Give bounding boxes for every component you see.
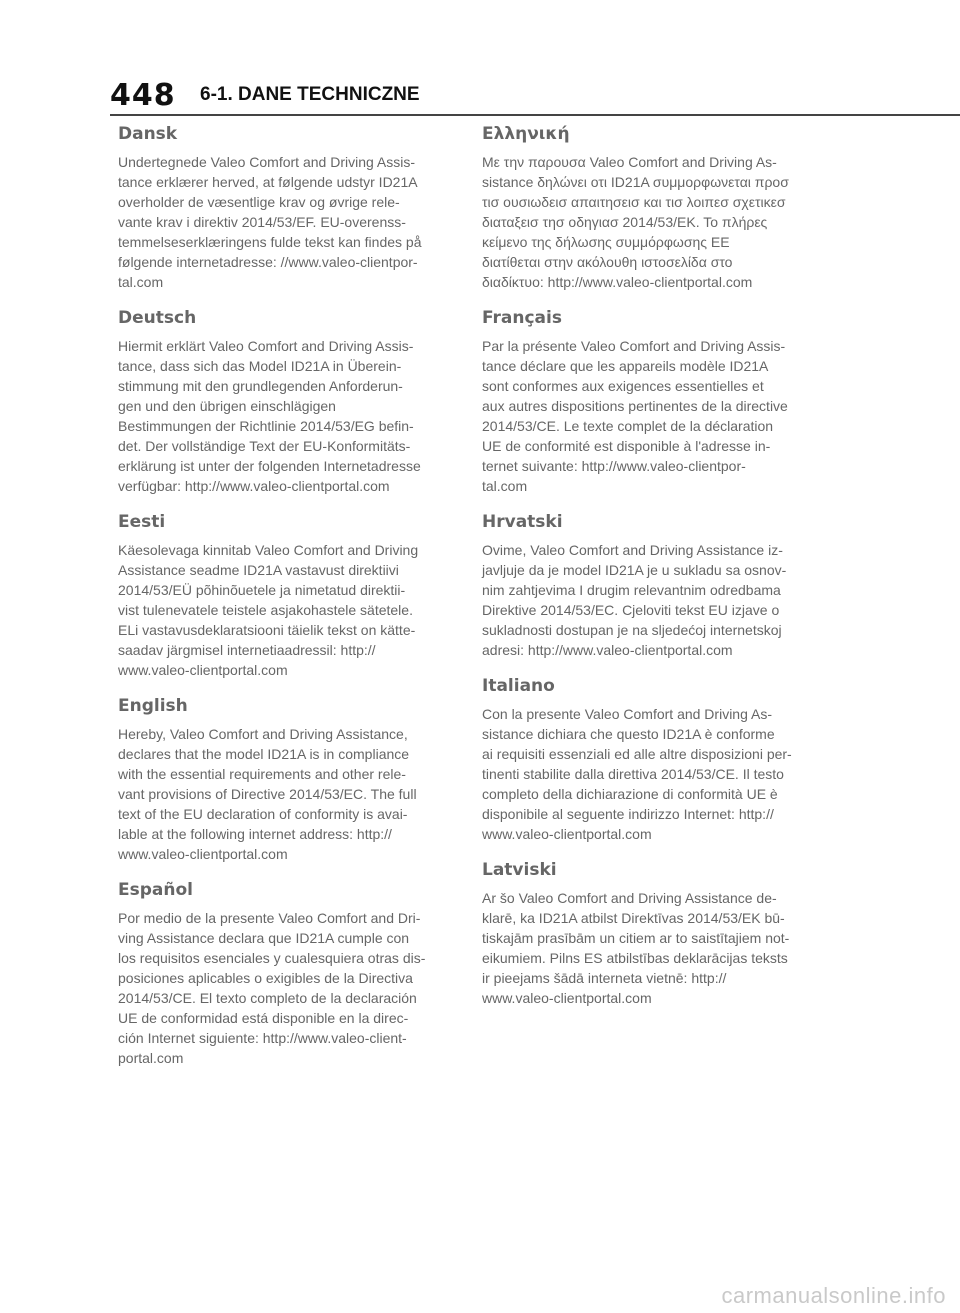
language-heading: Eesti — [118, 512, 166, 532]
language-heading: Italiano — [482, 676, 555, 696]
language-section-deutsch — [118, 306, 453, 496]
language-heading: Español — [118, 880, 193, 900]
page-header — [110, 70, 960, 120]
language-heading: Deutsch — [118, 308, 197, 328]
language-text: Ar šo Valeo Comfort and Driving Assistance de- klarē, ka ID21A atbilst Direktīvas 2014/53/EK bū- tiskajām prasībām un citiem ar to saistītajiem not- eikumiem. Pilns ES atbilstības deklarācijas teksts ir pieejams šādā interneta vietnē: http:// www.valeo-clientportal.com — [482, 890, 790, 1006]
language-section-english — [118, 694, 453, 864]
language-text: Με την παρουσα Valeo Comfort and Driving As- sistance δηλώνει οτι ID21A συμμορφωνεται προσ τισ ουσιωδεισ απαιτησεισ και τισ λοιπεσ σχετικεσ διαταξεισ τησ οδηγιασ 2014/53/ΕΚ. Το πλήρες κείμενο της δήλωσης συμμόρφωσης ΕΕ διατίθεται στην ακόλουθη ιστοσελίδα στο διαδίκτυο: http://www.valeo-clientportal.com — [482, 154, 789, 290]
language-text: Con la presente Valeo Comfort and Driving As- sistance dichiara che questo ID21A è conforme ai requisiti essenziali ed alle altre disposizioni per- tinenti stabilite dalla direttiva 2014/53/CE. Il testo completo della dichiarazione di conformità UE è disponibile al seguente indirizzo Internet: http:// www.valeo-clientportal.com — [482, 706, 792, 842]
language-section-latviski — [482, 858, 817, 1008]
left-column — [118, 122, 453, 1082]
language-heading: English — [118, 696, 188, 716]
language-heading: Latviski — [482, 860, 557, 880]
language-heading: Ελληνική — [482, 124, 570, 144]
language-heading: Hrvatski — [482, 512, 563, 532]
language-text: Ovime, Valeo Comfort and Driving Assistance iz- javljuje da je model ID21A je u sukladu sa osnov- nim zahtjevima I drugim relevantnim odredbama Direktive 2014/53/EC. Cjeloviti tekst EU izjave o sukladnosti dostupan je na sljedećoj internetskoj adresi: http://www.valeo-clientportal.com — [482, 542, 787, 658]
language-text: Por medio de la presente Valeo Comfort and Dri- ving Assistance declara que ID21A cumple con los requisitos esenciales y cualesquiera otras dis- posiciones aplicables o exigibles de la Directiva 2014/53/CE. El texto completo de la declaración UE de conformidad está disponible en la direc- ción Internet siguiente: http://www.valeo-client- portal.com — [118, 910, 426, 1066]
language-text: Undertegnede Valeo Comfort and Driving Assis- tance erklærer herved, at følgende udstyr ID21A overholder de væsentlige krav og øvrige rele- vante krav i direktiv 2014/53/EF. EU-overenss- temmelseserklæringens fulde tekst kan findes på følgende internetadresse: //www.valeo-clientpor- tal.com — [118, 154, 422, 290]
language-section-espanol — [118, 878, 453, 1068]
language-text: Hiermit erklärt Valeo Comfort and Driving Assis- tance, dass sich das Model ID21A in Überein- stimmung mit den grundlegenden Anforderun- gen und den übrigen einschlägigen Bestimmungen der Richtlinie 2014/53/EG befin- det. Der vollständige Text der EU-Konformitäts- erklärung ist unter der folgenden Internetadresse verfügbar: http://www.valeo-clientportal.com — [118, 338, 421, 494]
language-text: Hereby, Valeo Comfort and Driving Assistance, declares that the model ID21A is in compliance with the essential requirements and other rele- vant provisions of Directive 2014/53/EC. The full text of the EU declaration of conformity is avai- lable at the following internet address: http:// www.valeo-clientportal.com — [118, 726, 417, 862]
language-section-greek — [482, 122, 817, 292]
language-section-francais — [482, 306, 817, 496]
page-number: 448 — [110, 78, 176, 113]
language-section-dansk — [118, 122, 453, 292]
language-heading: Français — [482, 308, 562, 328]
header-divider — [110, 114, 960, 116]
language-section-eesti — [118, 510, 453, 680]
language-heading: Dansk — [118, 124, 178, 144]
section-title: 6-1. DANE TECHNICZNE — [200, 84, 420, 105]
watermark: carmanualsonline.info — [721, 1283, 946, 1308]
right-column — [482, 122, 817, 1022]
language-text: Par la présente Valeo Comfort and Driving Assis- tance déclare que les appareils modèle ID21A sont conformes aux exigences essentielles et aux autres dispositions pertinentes de la directive 2014/53/CE. Le texte complet de la déclaration UE de conformité est disponible à l'adresse in- ternet suivante: http://www.valeo-clientpor- tal.com — [482, 338, 788, 494]
language-text: Käesolevaga kinnitab Valeo Comfort and Driving Assistance seadme ID21A vastavust direktiivi 2014/53/EÜ põhinõuetele ja nimetatud direktii- vist tulenevatele teistele asjakohastele sätetele. ELi vastavusdeklaratsiooni täielik tekst on kätte- saadav järgmisel internetiaadressil: http:// www.valeo-clientportal.com — [118, 542, 419, 678]
language-section-hrvatski — [482, 510, 817, 660]
language-section-italiano — [482, 674, 817, 844]
